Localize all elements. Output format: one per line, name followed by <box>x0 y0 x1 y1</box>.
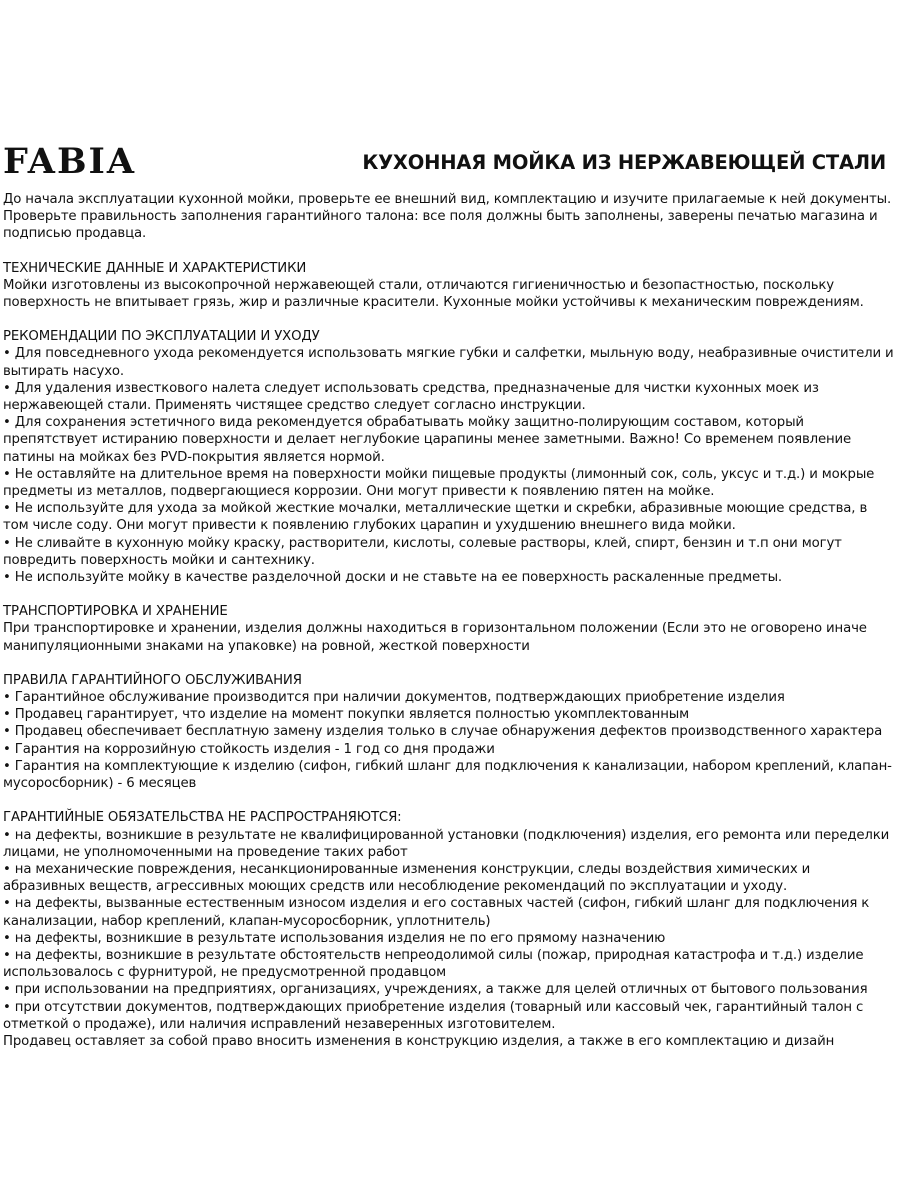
list-item: • Продавец обеспечивает бесплатную замену изделия только в случае обнаружения дефектов производственного характера <box>3 724 883 740</box>
document-body <box>3 191 895 1050</box>
list-item: • при использовании на предприятиях, организациях, учреждениях, а также для целей отличных от бытового пользования <box>3 982 868 998</box>
list-item: • Не используйте для ухода за мойкой жесткие мочалки, металлические щетки и скребки, абразивные моющие средства, в том числе соду. Они могут привести к появлению глубоких царапин и ухудшению внешнего вида мойки. <box>3 501 868 534</box>
section-care-recommendations <box>3 328 895 586</box>
section-title: ПРАВИЛА ГАРАНТИЙНОГО ОБСЛУЖИВАНИЯ <box>3 672 302 688</box>
intro-paragraph: До начала эксплуатации кухонной мойки, проверьте ее внешний вид, комплектацию и изучите прилагаемые к ней документы. Проверьте правильность заполнения гарантийного талона: все поля должны быть заполнены, заверены печатью магазина и подписью продавца. <box>3 192 892 242</box>
section-paragraph: Мойки изготовлены из высокопрочной нержавеющей стали, отличаются гигиеничностью и безопастностью, поскольку поверхность не впитывает грязь, жир и различные красители. Кухонные мойки устойчивы к механическим повреждениям. <box>3 277 864 311</box>
list-item: • Продавец гарантирует, что изделие на момент покупки является полностью укомплектованным <box>3 707 689 723</box>
section-technical-data <box>3 260 895 312</box>
list-item: • на дефекты, вызванные естественным износом изделия и его составных частей (сифон, гибкий шланг для подключения к канализации, набор креплений, клапан-мусоросборник, уплотнитель) <box>3 896 870 929</box>
document-header <box>0 142 900 186</box>
list-item: • на дефекты, возникшие в результате не квалифицированной установки (подключения) изделия, его ремонта или переделки лицами, не уполномоченными на проведение таких работ <box>3 827 890 860</box>
section-title: РЕКОМЕНДАЦИИ ПО ЭКСПЛУАТАЦИИ И УХОДУ <box>3 329 320 345</box>
section-title: ГАРАНТИЙНЫЕ ОБЯЗАТЕЛЬСТВА НЕ РАСПРОСТРАНЯЮТСЯ: <box>3 810 402 826</box>
closing-note: Продавец оставляет за собой право вносить изменения в конструкцию изделия, а также в его комплектацию и дизайн <box>3 1033 835 1049</box>
list-item: • Для удаления известкового налета следует использовать средства, предназначеные для чистки кухонных моек из нержавеющей стали. Применять чистящее средство следует согласно инструкции. <box>3 380 819 414</box>
list-item: • на дефекты, возникшие в результате использования изделия не по его прямому назначению <box>3 930 666 946</box>
section-warranty-rules <box>3 672 895 792</box>
list-item: • Для сохранения эстетичного вида рекомендуется обрабатывать мойку защитно-полирующим составом, который препятствует истиранию поверхности и делает неглубокие царапины менее заметными. Важно! Со временем появление патины на мойках без PVD-покрытия является нормой. <box>3 415 852 465</box>
section-warranty-exclusions <box>3 809 895 1050</box>
list-item: • Гарантия на комплектующие к изделию (сифон, гибкий шланг для подключения к канализации, набором креплений, клапан-мусоросборник) - 6 месяцев <box>3 758 892 792</box>
list-item: • Гарантия на коррозийную стойкость изделия - 1 год со дня продажи <box>3 741 495 757</box>
list-item: • на механические повреждения, несанкционированные изменения конструкции, следы воздействия химических и абразивных веществ, агрессивных моющих средств или несоблюдение рекомендаций по эксплуатации и уходу. <box>3 861 811 895</box>
list-item: • Для повседневного ухода рекомендуется использовать мягкие губки и салфетки, мыльную воду, неабразивные очистители и вытирать насухо. <box>3 346 894 379</box>
list-item: • Гарантийное обслуживание производится при наличии документов, подтверждающих приобретение изделия <box>3 690 785 706</box>
list-item: • Не сливайте в кухонную мойку краску, растворители, кислоты, солевые растворы, клей, спирт, бензин и т.п они могут повредить поверхность мойки и сантехнику. <box>3 535 842 568</box>
list-item: • при отсутствии документов, подтверждающих приобретение изделия (товарный или кассовый чек, гарантийный талон с отметкой о продаже), или наличия исправлений незаверенных изготовителем. <box>3 999 864 1032</box>
brand-logo: FABIA <box>3 141 137 182</box>
document-title: КУХОННАЯ МОЙКА ИЗ НЕРЖАВЕЮЩЕЙ СТАЛИ <box>362 151 886 174</box>
section-title: ТЕХНИЧЕСКИЕ ДАННЫЕ И ХАРАКТЕРИСТИКИ <box>3 260 307 276</box>
list-item: • Не оставляйте на длительное время на поверхности мойки пищевые продукты (лимонный сок, соль, уксус и т.д.) и мокрые предметы из металлов, подвергающиеся коррозии. Они могут привести к появлению пятен на мойке. <box>3 466 875 500</box>
section-title: ТРАНСПОРТИРОВКА И ХРАНЕНИЕ <box>3 604 228 620</box>
list-item: • Не используйте мойку в качестве разделочной доски и не ставьте на ее поверхность раскаленные предметы. <box>3 570 783 586</box>
list-item: • на дефекты, возникшие в результате обстоятельств непреодолимой силы (пожар, природная катастрофа и т.д.) изделие использовалось с фурнитурой, не предусмотренной продавцом <box>3 947 864 981</box>
section-paragraph: При транспортировке и хранении, изделия должны находиться в горизонтальном положении (Если это не оговорено иначе манипуляционными знаками на упаковке) на ровной, жесткой поверхности <box>3 621 867 654</box>
section-transport-storage <box>3 603 895 655</box>
